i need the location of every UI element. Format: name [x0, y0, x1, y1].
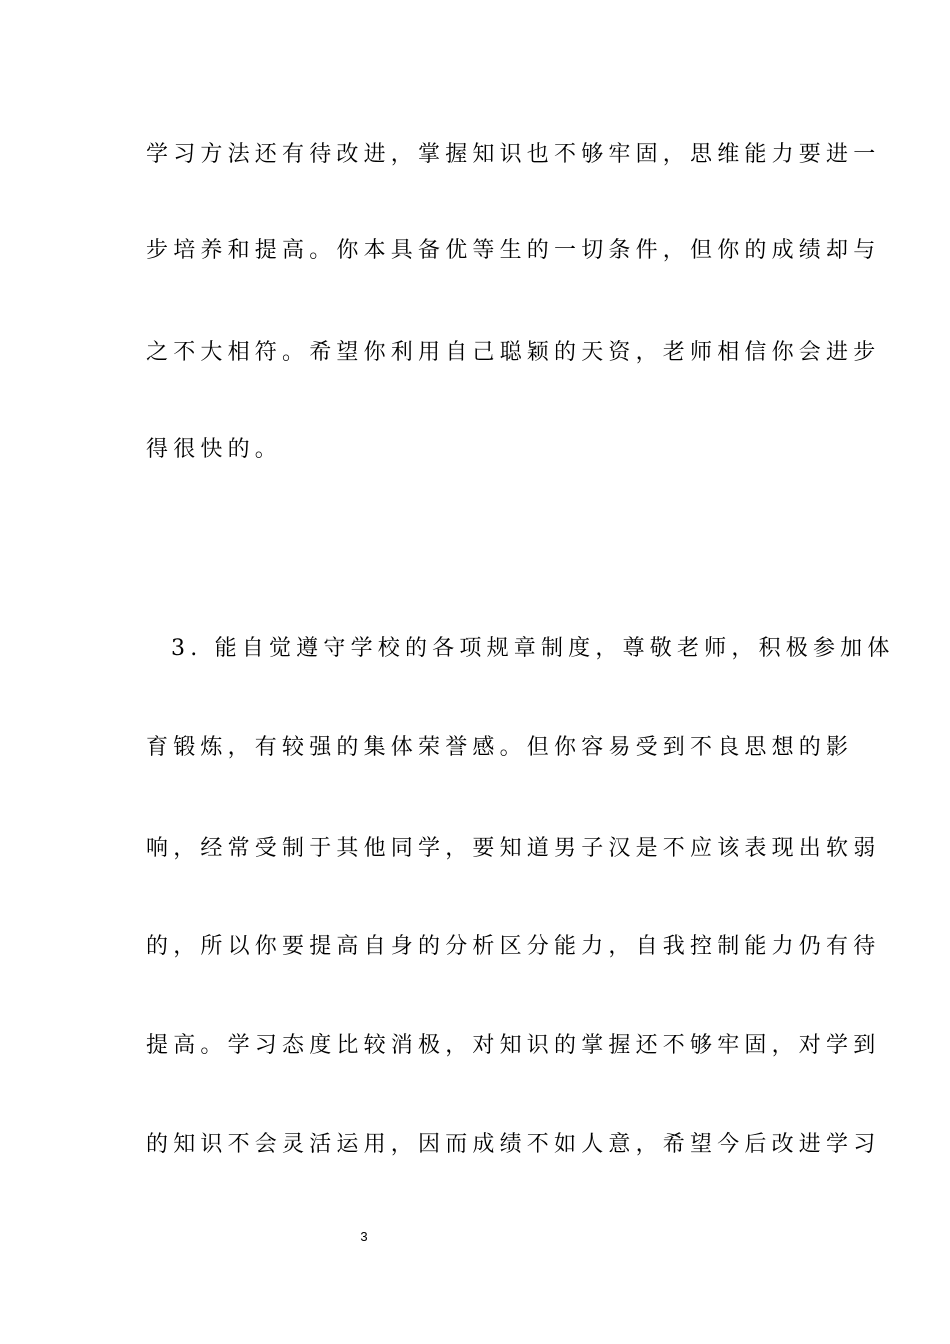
paragraph-line: 之不大相符。希望你利用自己聪颖的天资，老师相信你会进步	[146, 340, 881, 365]
paragraph-line: 育锻炼，有较强的集体荣誉感。但你容易受到不良思想的影	[146, 735, 854, 760]
paragraph-line: 的知识不会灵活运用，因而成绩不如人意，希望今后改进学习	[146, 1132, 881, 1157]
paragraph-line: 学习方法还有待改进，掌握知识也不够牢固，思维能力要进一	[146, 142, 881, 167]
paragraph-line-numbered: 3. 能自觉遵守学校的各项规章制度，尊敬老师，积极参加体	[171, 636, 895, 661]
paragraph-line: 响，经常受制于其他同学，要知道男子汉是不应该表现出软弱	[146, 836, 881, 861]
paragraph-line: 得很快的。	[146, 437, 283, 462]
page-number: 3	[360, 1229, 368, 1244]
paragraph-line: 提高。学习态度比较消极，对知识的掌握还不够牢固，对学到	[146, 1033, 881, 1058]
paragraph-line: 步培养和提高。你本具备优等生的一切条件，但你的成绩却与	[146, 238, 881, 263]
paragraph-line: 的，所以你要提高自身的分析区分能力，自我控制能力仍有待	[146, 934, 881, 959]
